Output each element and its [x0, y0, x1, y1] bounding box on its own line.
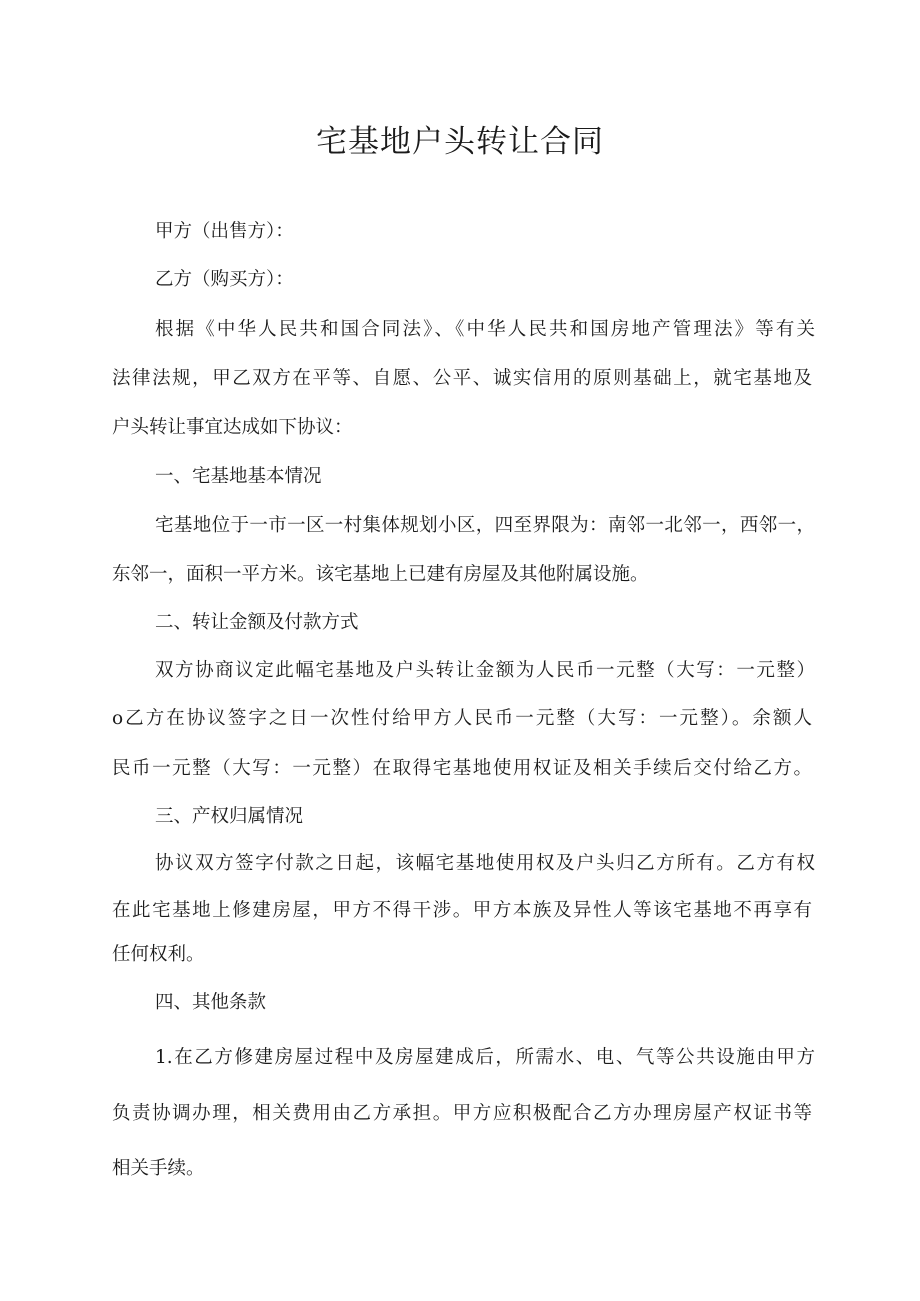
section-4-line-2: 负责协调办理，相关费用由乙方承担。甲方应积极配合乙方办理房屋产权证书等 [112, 1103, 812, 1124]
preamble-line-3: 户头转让事宜达成如下协议： [112, 417, 353, 438]
party-b-line: 乙方（购买方）： [155, 269, 294, 290]
section-1-line-1: 宅基地位于一市一区一村集体规划小区，四至界限为：南邻一北邻一，西邻一， [155, 515, 815, 536]
preamble-line-1: 根据《中华人民共和国合同法》、《中华人民共和国房地产管理法》等有关 [155, 319, 815, 340]
contract-title: 宅基地户头转让合同 [316, 124, 604, 160]
section-3-line-2: 在此宅基地上修建房屋，甲方不得干涉。甲方本族及异性人等该宅基地不再享有 [112, 900, 812, 921]
section-4-line-3: 相关手续。 [112, 1158, 205, 1179]
section-4-heading: 四、其他条款 [155, 992, 267, 1013]
section-1-heading: 一、宅基地基本情况 [155, 466, 322, 487]
section-1-line-2: 东邻一，面积一平方米。该宅基地上已建有房屋及其他附属设施。 [112, 564, 649, 585]
section-3-line-1: 协议双方签字付款之日起，该幅宅基地使用权及户头归乙方所有。乙方有权 [155, 853, 815, 874]
preamble-line-2: 法律法规，甲乙双方在平等、自愿、公平、诚实信用的原则基础上，就宅基地及 [112, 368, 812, 389]
party-a-line: 甲方（出售方）： [155, 221, 294, 242]
section-3-line-3: 任何权利。 [112, 944, 205, 965]
section-4-line-1: 1.在乙方修建房屋过程中及房屋建成后，所需水、电、气等公共设施由甲方 [155, 1047, 815, 1068]
section-3-heading: 三、产权归属情况 [155, 806, 304, 827]
section-2-line-2: o乙方在协议签字之日一次性付给甲方人民币一元整（大写：一元整）。余额人 [112, 708, 812, 729]
section-2-line-1: 双方协商议定此幅宅基地及户头转让金额为人民币一元整（大写：一元整） [155, 660, 815, 681]
section-2-heading: 二、转让金额及付款方式 [155, 612, 359, 633]
section-2-line-3: 民币一元整（大写：一元整）在取得宅基地使用权证及相关手续后交付给乙方。 [112, 758, 812, 779]
